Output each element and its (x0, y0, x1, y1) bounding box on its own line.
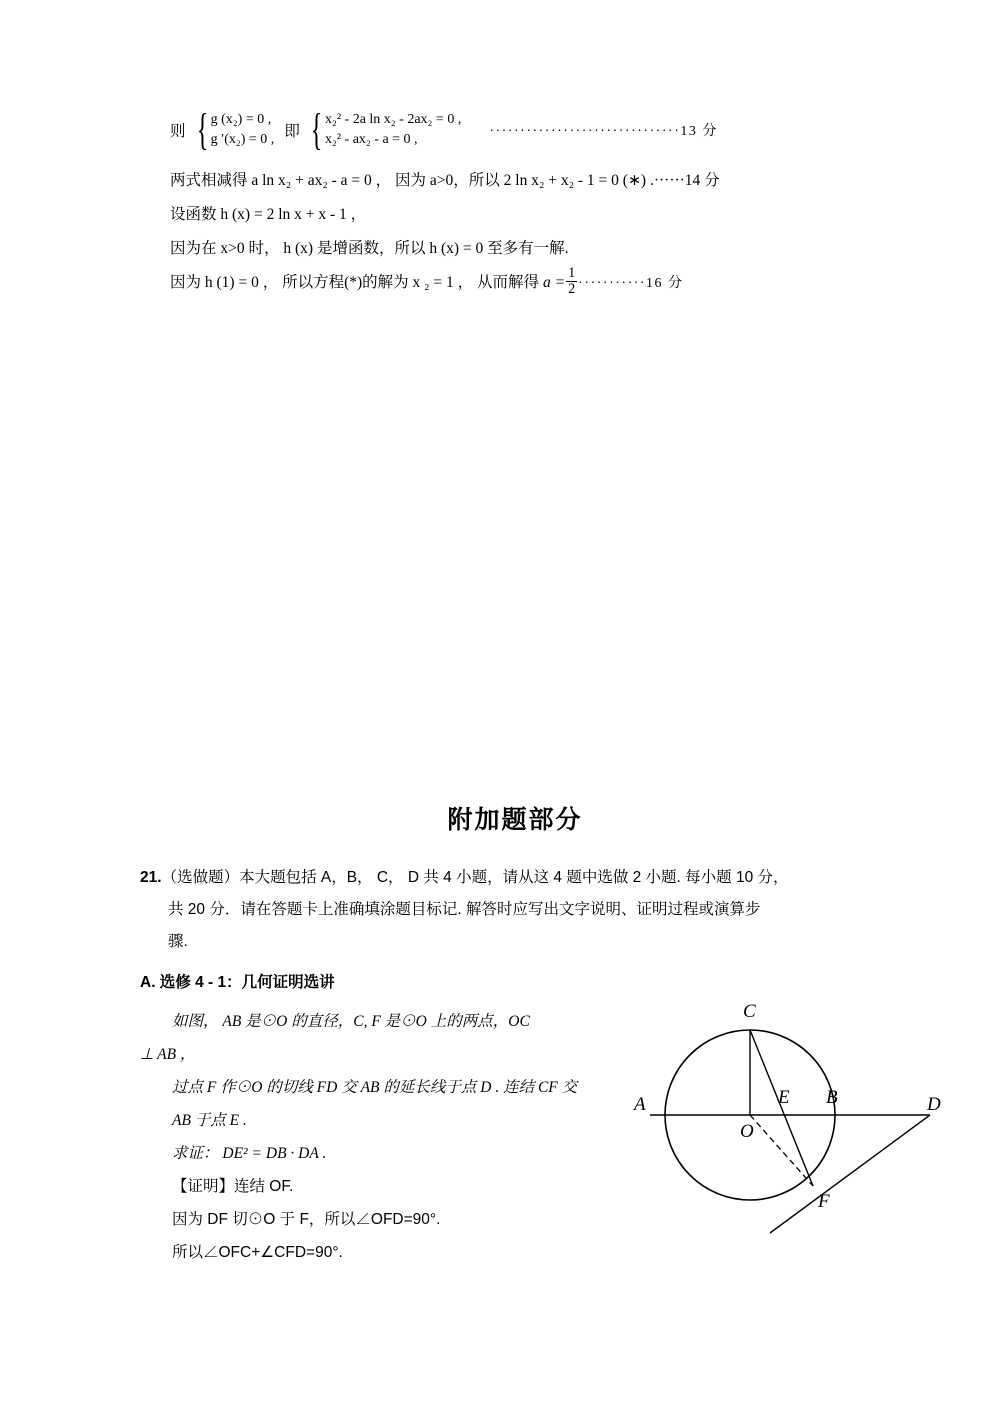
segment-of-dashed (750, 1115, 813, 1186)
solution-line-3: 设函数 h (x) = 2 ln x + x - 1 ， (170, 206, 367, 223)
q21-text-2: 共 20 分．请在答题卡上准确填涂题目标记. 解答时应写出文字说明、证明过程或演算步 (168, 901, 761, 918)
system-1 (211, 110, 275, 150)
that-is-label: 即 (284, 123, 300, 140)
question-21 (140, 862, 870, 958)
page-content (140, 105, 941, 1261)
label-d: D (927, 1094, 941, 1115)
q21-number: 21. (140, 869, 162, 886)
system-1-line-1: g (x₂) = 0 , (210, 112, 272, 127)
score-13: ·······························13 分 (489, 124, 718, 139)
body-line-3: 过点 F 作⊙O 的切线 FD 交 AB 的延长线于点 D . 连结 CF 交 (172, 1079, 578, 1096)
label-b: B (826, 1087, 838, 1108)
frac-var: a = (543, 274, 566, 291)
body-line-4: AB 于点 E . (172, 1112, 247, 1129)
solution-line-2: 两式相减得 a ln x₂ + ax₂ - a = 0 ， 因为 a>0，所以 2 ln x₂ + x₂ - 1 = 0 (∗) .······14 分 (170, 172, 720, 189)
system-2 (325, 110, 461, 150)
solution-line-5-text: 因为 h (1) = 0 ， 所以方程(*)的解为 x ₂ = 1 ， 从而解得 (170, 274, 540, 291)
geometry-figure (630, 985, 970, 1275)
label-f: F (818, 1191, 830, 1212)
system-2-line-1: x₂² - 2a ln x₂ - 2ax₂ = 0 , (324, 112, 462, 127)
label-e: E (778, 1087, 790, 1108)
solution-line-4: 因为在 x>0 时， h (x) 是增函数，所以 h (x) = 0 至多有一解. (170, 240, 569, 257)
fraction-one-half (566, 266, 577, 297)
part-a-body (140, 1005, 660, 1269)
q21-text-3: 骤. (168, 933, 188, 950)
then-label: 则 (170, 123, 186, 140)
segment-cf (750, 1030, 813, 1186)
q21-first-line (140, 862, 870, 894)
section-title: 附加题部分 (447, 806, 583, 834)
system-2-line-2: x₂² - ax₂ - a = 0 , (324, 132, 418, 147)
frac-numerator: 1 (568, 265, 576, 282)
label-a: A (634, 1094, 646, 1115)
frac-denominator: 2 (568, 281, 576, 298)
left-brace-2: { (310, 105, 323, 154)
equation-system-row (170, 105, 860, 154)
solution-line-5 (170, 266, 860, 301)
body-line-6: 【证明】连结 OF. (172, 1178, 294, 1195)
body-line-1: 如图， AB 是⊙O 的直径，C, F 是⊙O 上的两点，OC (172, 1013, 530, 1030)
label-c: C (743, 1001, 756, 1022)
part-a-title: A. 选修 4 - 1：几何证明选讲 (140, 974, 335, 991)
tangent-fd (770, 1115, 930, 1233)
score-16: ···········16 分 (578, 276, 684, 291)
q21-text-1: （选做题）本大题包括 A，B， C， D 共 4 小题，请从这 4 题中选做 2 小题. 每小题 10 分， (161, 869, 789, 886)
label-o: O (740, 1121, 754, 1142)
system-1-line-2: g ′(x₂) = 0 , (210, 132, 275, 147)
body-line-2: ⊥ AB ， (140, 1046, 196, 1063)
body-line-7: 因为 DF 切⊙O 于 F，所以∠OFD=90°. (172, 1211, 441, 1228)
left-brace-1: { (196, 105, 208, 154)
body-line-5: 求证： DE² = DB · DA . (172, 1145, 327, 1162)
body-line-8: 所以∠OFC+∠CFD=90°. (172, 1244, 343, 1261)
